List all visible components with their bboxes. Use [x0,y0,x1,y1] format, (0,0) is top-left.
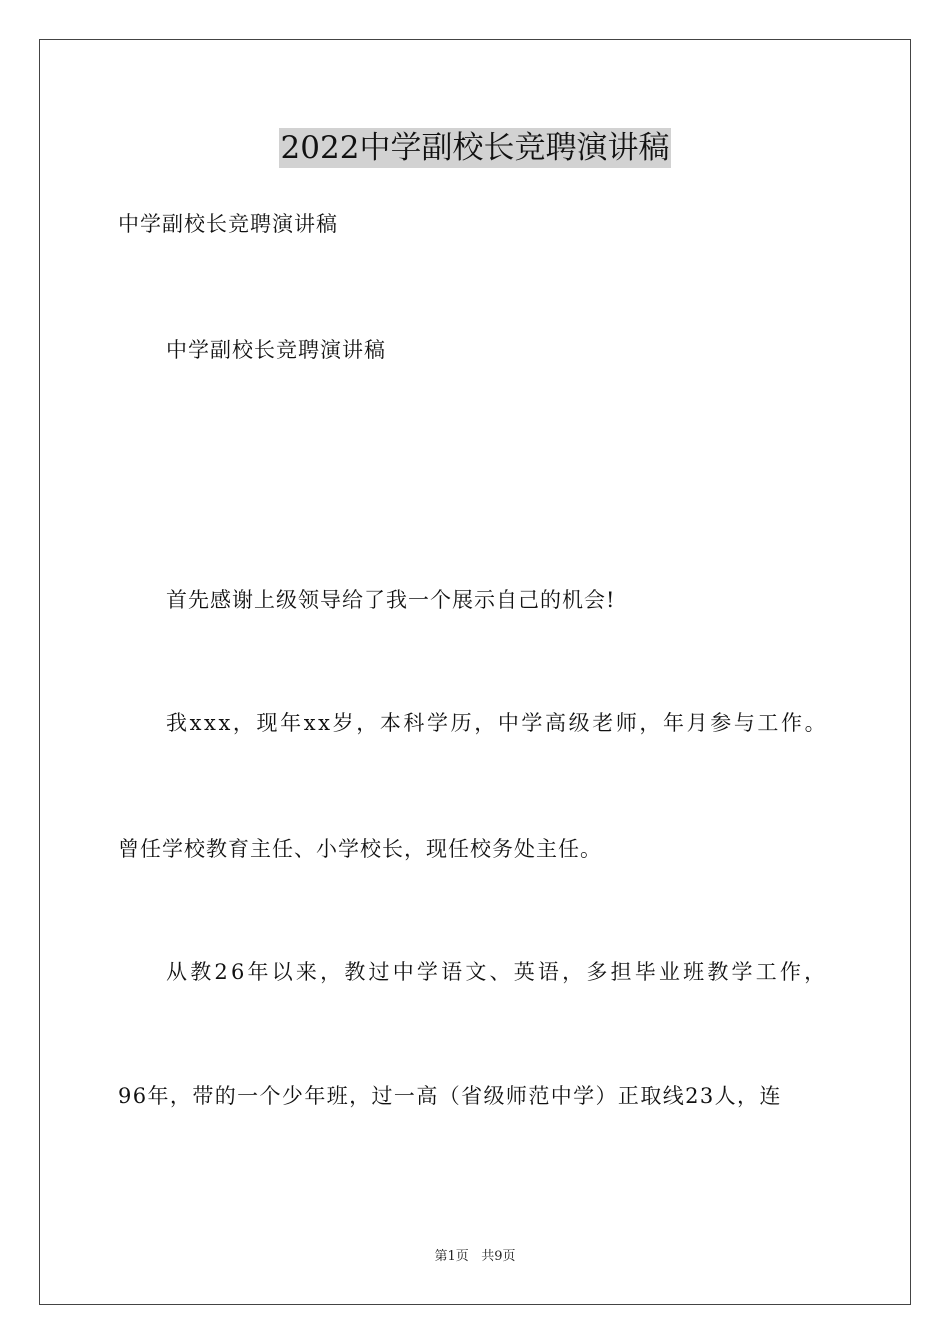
title-container [0,128,950,168]
body-paragraph: 我xxx，现年xx岁，本科学历，中学高级老师，年月参与工作。 [166,711,829,735]
heading-paragraph: 中学副校长竞聘演讲稿 [166,338,386,362]
total-pages: 共9页 [481,1249,516,1264]
page-footer [0,1248,950,1266]
page-number: 第1页 [434,1249,469,1264]
subtitle-paragraph: 中学副校长竞聘演讲稿 [118,212,338,236]
body-paragraph: 96年，带的一个少年班，过一高（省级师范中学）正取线23人，连 [118,1084,782,1108]
body-paragraph: 首先感谢上级领导给了我一个展示自己的机会! [166,588,616,612]
body-paragraph: 从教26年以来，教过中学语文、英语，多担毕业班教学工作， [166,960,829,984]
document-title: 2022中学副校长竞聘演讲稿 [280,130,670,166]
body-paragraph: 曾任学校教育主任、小学校长，现任校务处主任。 [118,837,602,861]
